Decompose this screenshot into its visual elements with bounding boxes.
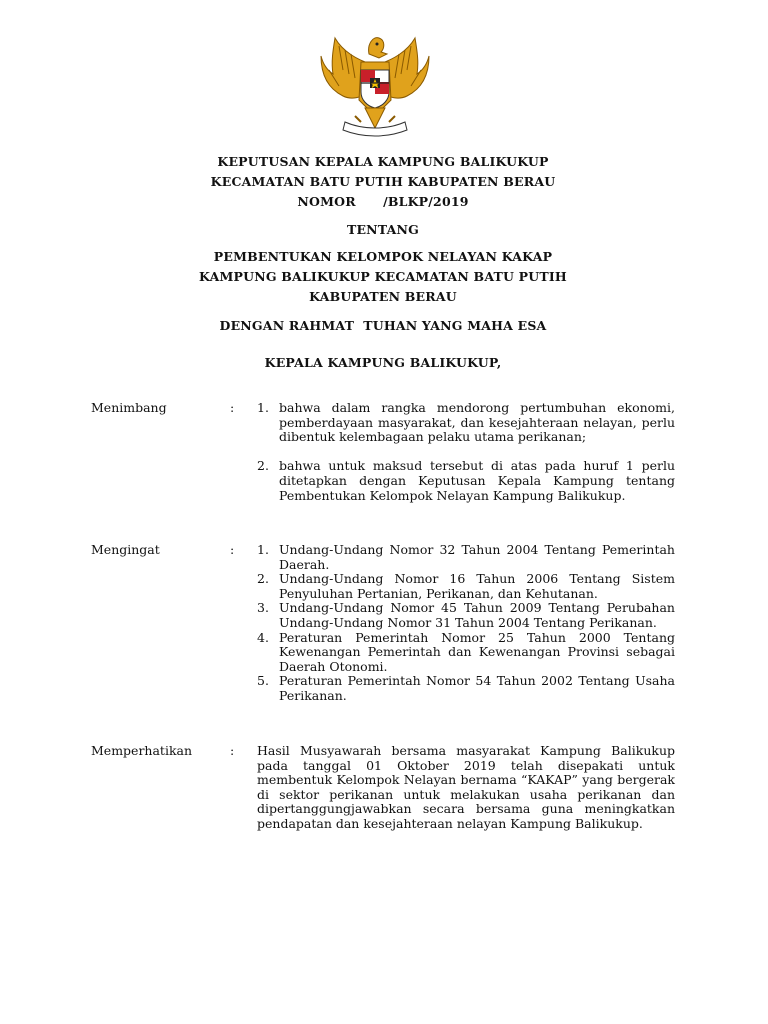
title-line: KEPUTUSAN KEPALA KAMPUNG BALIKUKUP [217,154,549,169]
item-text: Undang-Undang Nomor 45 Tahun 2009 Tentang Perubahan Undang-Undang Nomor 31 Tahun 2004 Tentang Perikanan. [279,600,675,630]
colon: : [230,743,235,758]
list-item [257,631,675,675]
item-number: 2. [257,458,269,474]
list-item [257,674,675,703]
section-body [257,543,675,704]
subject-line: KABUPATEN BERAU [309,289,457,304]
item-number: 3. [257,600,269,616]
title-line: KECAMATAN BATU PUTIH KABUPATEN BERAU [210,174,556,189]
garuda-emblem [313,30,437,142]
item-number: 1. [257,542,269,557]
tentang-heading: TENTANG [346,222,420,237]
item-number: 1. [257,400,269,415]
decree-title [150,152,616,212]
item-text: Undang-Undang Nomor 16 Tahun 2006 Tentang Sistem Penyuluhan Pertanian, Perikanan, dan Kehutanan. [279,571,675,601]
item-text: bahwa dalam rangka mendorong pertumbuhan ekonomi, pemberdayaan masyarakat, dan kesejahteraan nelayan, perlu dibentuk kelembagaan pelaku utama perikanan; [279,400,675,445]
colon: : [230,542,235,557]
decree-subject [150,247,616,307]
item-number: 2. [257,571,269,587]
decree-number: NOMOR /BLKP/2019 [297,194,469,209]
item-text: Peraturan Pemerintah Nomor 25 Tahun 2000 Tentang Kewenangan Pemerintah dan Kewenangan Provinsi sebagai Daerah Otonomi. [279,629,675,674]
list-item [257,543,675,572]
item-number: 4. [257,629,269,645]
item-text: bahwa untuk maksud tersebut di atas pada huruf 1 perlu ditetapkan dengan Keputusan Kepala Kampung tentang Pembentukan Kelompok Nelayan Kampung Balikukup. [279,458,675,503]
issuer-heading: KEPALA KAMPUNG BALIKUKUP, [264,355,502,370]
invocation-heading: DENGAN RAHMAT TUHAN YANG MAHA ESA [219,318,547,333]
list-item [257,459,675,503]
section-label: Memperhatikan [91,743,193,758]
subject-line: KAMPUNG BALIKUKUP KECAMATAN BATU PUTIH [199,269,567,284]
section-label: Mengingat [91,542,160,557]
item-text: Undang-Undang Nomor 32 Tahun 2004 Tentang Pemerintah Daerah. [279,542,675,572]
section-body: Hasil Musyawarah bersama masyarakat Kampung Balikukup pada tanggal 01 Oktober 2019 telah disepakati untuk membentuk Kelompok Nelayan bernama “KAKAP” yang bergerak di sektor perikanan untuk melakukan usaha perikanan dan dipertanggungjawabkan secara bersama guna meningkatkan pendapatan dan kesejahteraan nelayan Kampung Balikukup. [257,743,675,831]
item-text: Peraturan Pemerintah Nomor 54 Tahun 2002 Tentang Usaha Perikanan. [279,673,675,703]
section-label: Menimbang [91,400,167,415]
colon: : [230,400,235,415]
item-number: 5. [257,673,269,689]
section-body [257,401,675,503]
list-item [257,601,675,630]
list-item [257,401,675,445]
list-item [257,572,675,601]
subject-line: PEMBENTUKAN KELOMPOK NELAYAN KAKAP [213,249,553,264]
